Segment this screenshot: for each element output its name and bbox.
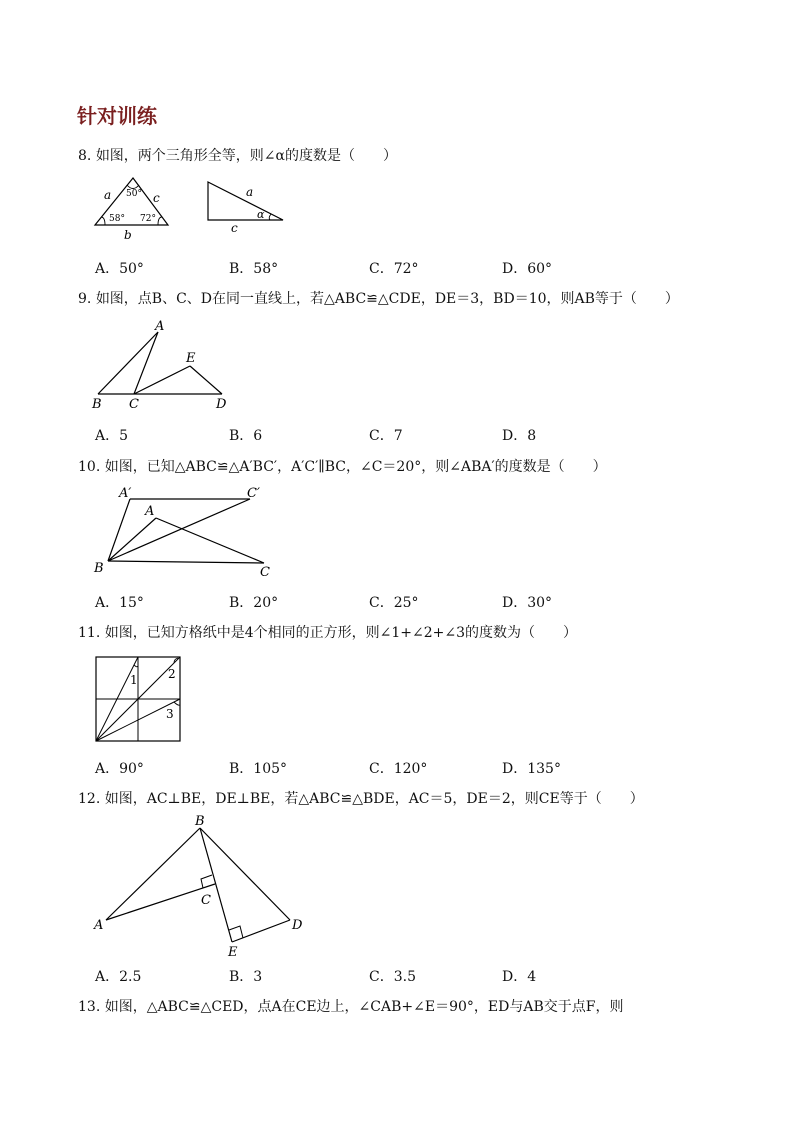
option-d[interactable]: D．8 bbox=[502, 428, 537, 444]
question-stem: 如图，△ABC≌△CED，点A在CE边上，∠CAB+∠E＝90°，ED与AB交于点F，则 bbox=[104, 999, 624, 1015]
option-c[interactable]: C．3.5 bbox=[369, 969, 416, 985]
label-B: B bbox=[94, 561, 104, 576]
option-a[interactable]: A．5 bbox=[95, 428, 129, 444]
angle-arc-top bbox=[127, 185, 139, 189]
option-b[interactable]: B．20° bbox=[229, 595, 279, 611]
option-d[interactable]: D．30° bbox=[502, 595, 553, 611]
question-13 bbox=[78, 996, 623, 1016]
label-b: b bbox=[124, 228, 132, 242]
line-ed bbox=[190, 366, 222, 394]
option-c[interactable]: C．120° bbox=[369, 761, 428, 777]
option-b[interactable]: B．105° bbox=[229, 761, 288, 777]
line-a-c bbox=[156, 518, 264, 563]
label-3: 3 bbox=[166, 707, 174, 721]
angle-arc-3 bbox=[174, 702, 180, 705]
label-A: A bbox=[145, 504, 155, 519]
question-11 bbox=[78, 622, 577, 642]
line-ba bbox=[98, 332, 158, 394]
figure-q8 bbox=[85, 172, 305, 244]
label-58: 58° bbox=[109, 214, 125, 224]
label-C-prime: C′ bbox=[247, 486, 260, 501]
label-c2: c bbox=[231, 221, 238, 235]
option-c[interactable]: C．7 bbox=[369, 428, 403, 444]
line-ca bbox=[134, 332, 158, 394]
line-ce bbox=[134, 366, 190, 394]
label-A: A bbox=[94, 918, 104, 933]
angle-arc-alpha bbox=[269, 214, 271, 220]
label-72: 72° bbox=[140, 214, 156, 224]
label-E: E bbox=[186, 351, 196, 366]
question-number: 9. bbox=[78, 291, 92, 307]
question-8 bbox=[78, 145, 397, 165]
question-12 bbox=[78, 788, 644, 808]
option-c[interactable]: C．72° bbox=[369, 261, 419, 277]
option-a[interactable]: A．50° bbox=[95, 261, 144, 277]
angle-arc-right bbox=[158, 217, 162, 225]
question-stem: 如图，点B、C、D在同一直线上，若△ABC≌△CDE，DE＝3，BD＝10，则AB等于（ ） bbox=[95, 291, 679, 307]
label-1: 1 bbox=[130, 673, 138, 687]
question-10 bbox=[78, 456, 607, 476]
question-stem: 如图，AC⊥BE，DE⊥BE，若△ABC≌△BDE，AC＝5，DE＝2，则CE等于（ ） bbox=[104, 791, 644, 807]
label-a2: a bbox=[246, 185, 254, 199]
line-a-b bbox=[106, 828, 200, 920]
label-B: B bbox=[92, 397, 102, 412]
option-b[interactable]: B．58° bbox=[229, 261, 279, 277]
question-number: 11. bbox=[78, 625, 101, 641]
right-angle-e bbox=[229, 926, 243, 938]
label-E: E bbox=[228, 945, 238, 960]
question-stem: 如图，两个三角形全等，则∠α的度数是（ ） bbox=[95, 148, 397, 164]
question-number: 12. bbox=[78, 791, 101, 807]
label-50: 50° bbox=[126, 189, 142, 199]
label-B: B bbox=[195, 814, 205, 829]
line-a-c bbox=[106, 884, 215, 920]
option-d[interactable]: D．60° bbox=[502, 261, 553, 277]
option-d[interactable]: D．4 bbox=[502, 969, 537, 985]
label-c: c bbox=[153, 191, 160, 205]
option-a[interactable]: A．2.5 bbox=[95, 969, 142, 985]
angle-arc-left bbox=[101, 217, 105, 225]
label-A-prime: A′ bbox=[119, 486, 132, 501]
question-stem: 如图，已知△ABC≌△A′BC′，A′C′∥BC，∠C＝20°，则∠ABA′的度数是（ ） bbox=[104, 459, 607, 475]
option-b[interactable]: B．6 bbox=[229, 428, 263, 444]
angle-arc-1 bbox=[134, 665, 138, 667]
option-a[interactable]: A．90° bbox=[95, 761, 144, 777]
question-9 bbox=[78, 288, 679, 308]
label-C: C bbox=[260, 565, 270, 580]
label-alpha: α bbox=[257, 208, 265, 221]
question-number: 8. bbox=[78, 148, 92, 164]
label-C: C bbox=[129, 397, 139, 412]
option-c[interactable]: C．25° bbox=[369, 595, 419, 611]
line-b-c1 bbox=[108, 499, 250, 561]
figure-q12 bbox=[88, 812, 318, 962]
figure-q11 bbox=[90, 652, 190, 747]
label-C: C bbox=[201, 893, 211, 908]
line-b-c bbox=[108, 561, 264, 563]
question-number: 13. bbox=[78, 999, 101, 1015]
line-e-d bbox=[232, 920, 290, 942]
label-2: 2 bbox=[168, 667, 176, 681]
option-b[interactable]: B．3 bbox=[229, 969, 263, 985]
figure-q9 bbox=[88, 318, 238, 413]
question-stem: 如图，已知方格纸中是4个相同的正方形，则∠1+∠2+∠3的度数为（ ） bbox=[104, 625, 577, 641]
option-a[interactable]: A．15° bbox=[95, 595, 144, 611]
label-A: A bbox=[155, 319, 165, 334]
question-number: 10. bbox=[78, 459, 101, 475]
label-D: D bbox=[292, 918, 303, 933]
label-a: a bbox=[104, 188, 112, 202]
section-title: 针对训练 bbox=[77, 104, 157, 128]
figure-q10 bbox=[88, 484, 288, 584]
label-D: D bbox=[216, 397, 227, 412]
option-d[interactable]: D．135° bbox=[502, 761, 561, 777]
